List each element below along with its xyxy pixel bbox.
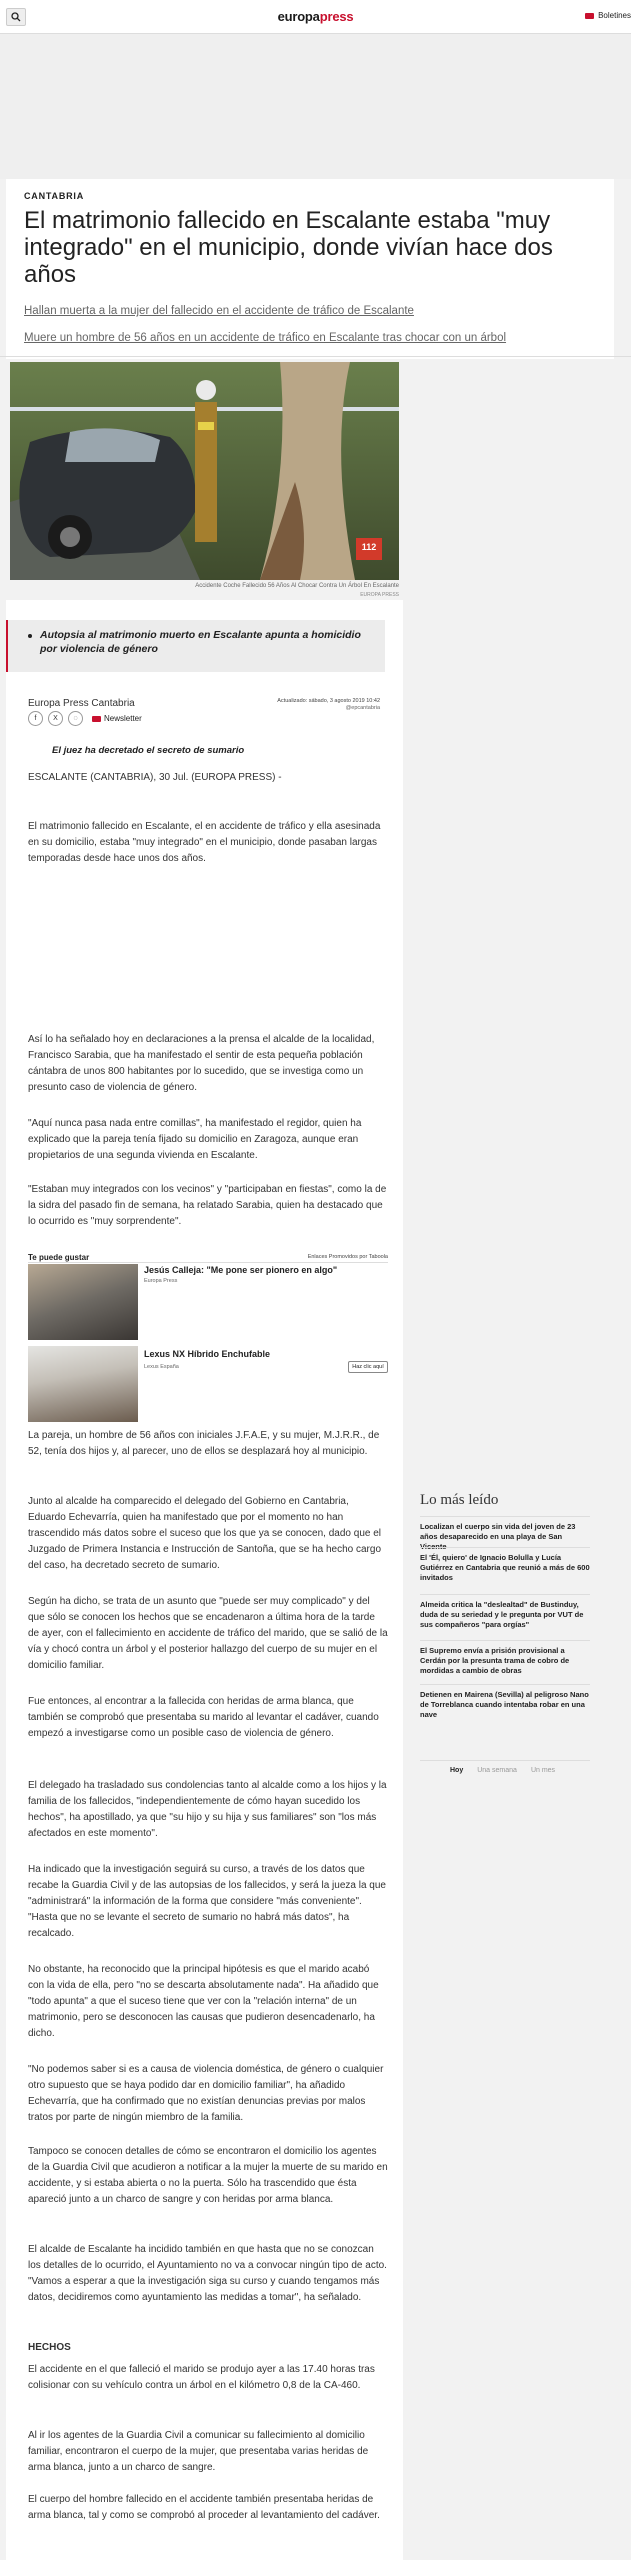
paragraph-5: La pareja, un hombre de 56 años con iniciales J.F.A.E, y su mujer, M.J.R.R., de 52, tenía dos hijos y, al parecer, uno de ellos se desplazará hoy al municipio. — [28, 1430, 380, 1457]
mail-icon — [585, 13, 594, 19]
divider — [420, 1516, 590, 1517]
divider — [420, 1547, 590, 1548]
boletines-label: Boletines — [598, 11, 631, 20]
most-read-item-2[interactable]: El 'Él, quiero' de Ignacio Bolulla y Lucía Gutiérrez en Cantabria que reunió a más de 600 invitados — [420, 1553, 590, 1582]
site-logo[interactable] — [0, 9, 631, 24]
divider — [420, 1594, 590, 1595]
paragraph-7: Según ha dicho, se trata de un asunto que "puede ser muy complicado" y del que sólo se conocen los hechos que se encadenaron a última hora de la tarde de ayer, con el fallecimiento en accidente de tráfico del marido, que se salió de la vía y chocó contra un árbol y el posterior hallazgo del cuerpo de su mujer en el domicilio familiar. — [28, 1596, 388, 1671]
paragraph-17: El cuerpo del hombre fallecido en el accidente también presentaba heridas de arma blanca, tal y como se comprobó al proceder al levantamiento del cadáver. — [28, 2494, 380, 2521]
paragraph-9: El delegado ha trasladado sus condolencias tanto al alcalde como a los hijos y la familia de los fallecidos, "independientemente de cómo hayan sucedido los hechos", ha apostillado, ya que "su hijo y su hija y sus familiares" son "los más afectados en este momento". — [28, 1780, 387, 1839]
paragraph-6: Junto al alcalde ha comparecido el delegado del Gobierno en Cantabria, Eduardo Echevarría, quien ha manifestado que por el momento no han trascendido más datos sobre el suceso que los que ya se conocen, dado que el Juzgado de Primera Instancia e Instrucción de Santoña, que se ha hecho cargo del caso, ha decretado secreto de sumario. — [28, 1496, 382, 1571]
divider — [420, 1684, 590, 1685]
related-link-2[interactable]: Muere un hombre de 56 años en un accidente de tráfico en Escalante tras chocar con un árbol — [24, 332, 507, 344]
updated-time — [250, 698, 380, 711]
recommendation-title-2[interactable]: Lexus NX Híbrido Enchufable — [144, 1349, 271, 1359]
most-read-item-1[interactable]: Localizan el cuerpo sin vida del joven de 23 años desaparecido en una playa de San — [420, 1522, 576, 1541]
paragraph-12: "No podemos saber si es a causa de violencia doméstica, de género o cualquier otro supuesto que se haya podido dar en domicilio familiar", ha añadido Echevarría, que ha confirmado que no existían denuncias previas por malos tratos por parte de ningún miembro de la familia. — [28, 2064, 384, 2123]
updated-label: Actualizado: sábado, 3 agosto 2019 10:42 — [277, 698, 380, 704]
paragraph-3: "Aquí nunca pasa nada entre comillas", ha manifestado el regidor, quien ha explicado que la pareja tenía fijado su domicilio en Zaragoza, aunque eran propietarios de una segunda vivienda en Escalante. — [28, 1118, 362, 1161]
recommendations-title: Te puede gustar — [28, 1253, 90, 1262]
photo-credit: EUROPA PRESS — [360, 592, 399, 598]
divider — [28, 1262, 388, 1263]
summary: El juez ha decretado el secreto de sumario — [52, 745, 245, 756]
boletines-link[interactable] — [585, 11, 631, 20]
related-link-1[interactable]: Hallan muerta a la mujer del fallecido en el accidente de tráfico de Escalante — [24, 305, 414, 317]
photo-caption: Accidente Coche Fallecido 56 Años Al Chocar Contra Un Árbol En Escalante — [195, 583, 399, 589]
logo-part-2: press — [319, 9, 354, 24]
recommendation-cta-button[interactable]: Haz clic aquí — [348, 1361, 388, 1373]
related-highlight[interactable] — [6, 620, 385, 672]
accident-scene-image — [10, 362, 399, 580]
paragraph-11: No obstante, ha reconocido que la principal hipótesis es que el marido acabó con la vida de ella, pero "no se descarta absolutamente nada". Ha añadido que "todo apunta" a que el suceso tiene que ver con la "relación interna" de un matrimonio, pero se desconocen las causas que pudieron desencadenarlo, ha dicho. — [28, 1964, 379, 2039]
x-share-icon[interactable]: X — [48, 711, 63, 726]
newsletter-button[interactable] — [92, 714, 142, 723]
paragraph-14: El alcalde de Escalante ha incidido también en que hasta que no se conozcan los detalles de lo ocurrido, el Ayuntamiento no va a convocar ningún tipo de acto. "Vamos a esperar a que la investigación siga su curso y cuando tengamos más datos, decidiremos como ayuntamiento las medidas a tomar", ha señalado. — [28, 2244, 387, 2303]
paragraph-8: Fue entonces, al encontrar a la fallecida con heridas de arma blanca, que también se comprobó que presentaba su marido al levantar el cadáver, cuando empezó a investigarse como un posible caso de violencia de género. — [28, 1696, 379, 1739]
divider — [0, 356, 631, 357]
recommendation-image-2[interactable] — [28, 1346, 138, 1422]
paragraph-13: Tampoco se conocen detalles de cómo se encontraron el domicilio los agentes de la Guardia Civil que acudieron a notificar a la mujer la muerte de su marido en accidente, y si estaba abierta o no la puerta. Sólo ha trascendido que ésta apareció junto a un charco de sangre y con heridas por arma blanca. — [28, 2146, 388, 2205]
emergency-112-badge: 112 — [361, 542, 377, 552]
recommendation-source-2: Lexus España — [144, 1364, 179, 1370]
paragraph-16: Al ir los agentes de la Guardia Civil a comunicar su fallecimiento al domicilio familiar, encontraron el cuerpo de la mujer, que presentaba varias heridas de arma blanca, junto a un charco de sangre. — [28, 2430, 369, 2473]
newsletter-label: Newsletter — [104, 714, 142, 723]
top-bar — [0, 0, 631, 34]
ad-space-inline — [28, 876, 388, 1026]
most-read-tabs — [450, 1767, 555, 1774]
section-subhead: HECHOS — [28, 2342, 71, 2353]
paragraph-10: Ha indicado que la investigación seguirá su curso, a través de los datos que recabe la Guardia Civil y de las autopsias de los fallecidos, y será la jueza la que "administrará" la información de la forma que considere "más conveniente". "Hasta que no se levante el secreto de sumario no habrá más datos", ha recalcado. — [28, 1864, 386, 1939]
share-bar — [28, 711, 142, 726]
recommendation-title-1[interactable]: Jesús Calleja: "Me pone ser pionero en algo" — [144, 1265, 338, 1275]
recommendation-image-1[interactable] — [28, 1264, 138, 1340]
paragraph-2: Así lo ha señalado hoy en declaraciones a la prensa el alcalde de la localidad, Francisco Sarabia, que ha manifestado el sentir de esta pequeña población cántabra de unos 800 habitantes por lo sucedido, que se investiga como un presunto caso de violencia de género. — [28, 1034, 375, 1093]
page-title: El matrimonio fallecido en Escalante estaba "muy integrado" en el municipio, donde vivían hace dos años — [24, 207, 553, 288]
author-name[interactable]: Europa Press Cantabria — [28, 698, 135, 709]
article-header — [6, 179, 614, 359]
most-read-item-3[interactable]: Almeida critica la "deslealtad" de Bustinduy, duda de su seriedad y le pregunta por VUT de sus compañeros "para orgías" — [420, 1600, 584, 1629]
highlight-text: Autopsia al matrimonio muerto en Escalante apunta a homicidio por violencia de género — [40, 629, 361, 655]
bullet-icon — [28, 634, 32, 638]
whatsapp-share-icon[interactable]: ◌ — [68, 711, 83, 726]
paragraph-1: El matrimonio fallecido en Escalante, el en accidente de tráfico y ella asesinada en su domicilio, estaba "muy integrado" en el municipio, donde pasaban largas temporadas desde hace unos dos años. — [28, 821, 381, 864]
divider — [420, 1640, 590, 1641]
dateline: ESCALANTE (CANTABRIA), 30 Jul. (EUROPA PRESS) - — [28, 772, 282, 783]
taboola-label[interactable]: Enlaces Promovidos por Taboola — [307, 1254, 388, 1260]
tab-hoy[interactable]: Hoy — [450, 1767, 464, 1774]
tab-una-semana[interactable]: Una semana — [477, 1767, 517, 1774]
twitter-handle[interactable]: @epcantabria — [345, 705, 380, 711]
divider — [420, 1760, 590, 1761]
section-kicker[interactable]: CANTABRIA — [24, 191, 85, 201]
article-photo — [10, 362, 399, 580]
paragraph-15: El accidente en el que falleció el marido se produjo ayer a las 17.40 horas tras colisionar con su vehículo contra un árbol en el kilómetro 0,8 de la CA-460. — [28, 2364, 375, 2391]
mail-icon — [92, 716, 101, 722]
ad-space-top — [0, 34, 631, 179]
most-read-title: Lo más leído — [420, 1492, 499, 1508]
paragraph-4: "Estaban muy integrados con los vecinos" y "participaban en fiestas", como la de la sidra del pasado fin de semana, ha relatado Sarabia, quien ha destacado que lo ocurrido es "muy sorprendente". — [28, 1184, 387, 1227]
tab-un-mes[interactable]: Un mes — [530, 1767, 556, 1774]
most-read-item-4[interactable]: El Supremo envía a prisión provisional a Cerdán por la presunta trama de cobro de mordidas a cambio de obras — [420, 1646, 570, 1675]
most-read-item-5[interactable]: Detienen en Mairena (Sevilla) al peligroso Nano de Torreblanca cuando intentaba robar en una nave — [420, 1690, 589, 1719]
facebook-share-icon[interactable]: f — [28, 711, 43, 726]
recommendation-source-1: Europa Press — [144, 1278, 178, 1284]
logo-part-1: europa — [277, 9, 320, 24]
